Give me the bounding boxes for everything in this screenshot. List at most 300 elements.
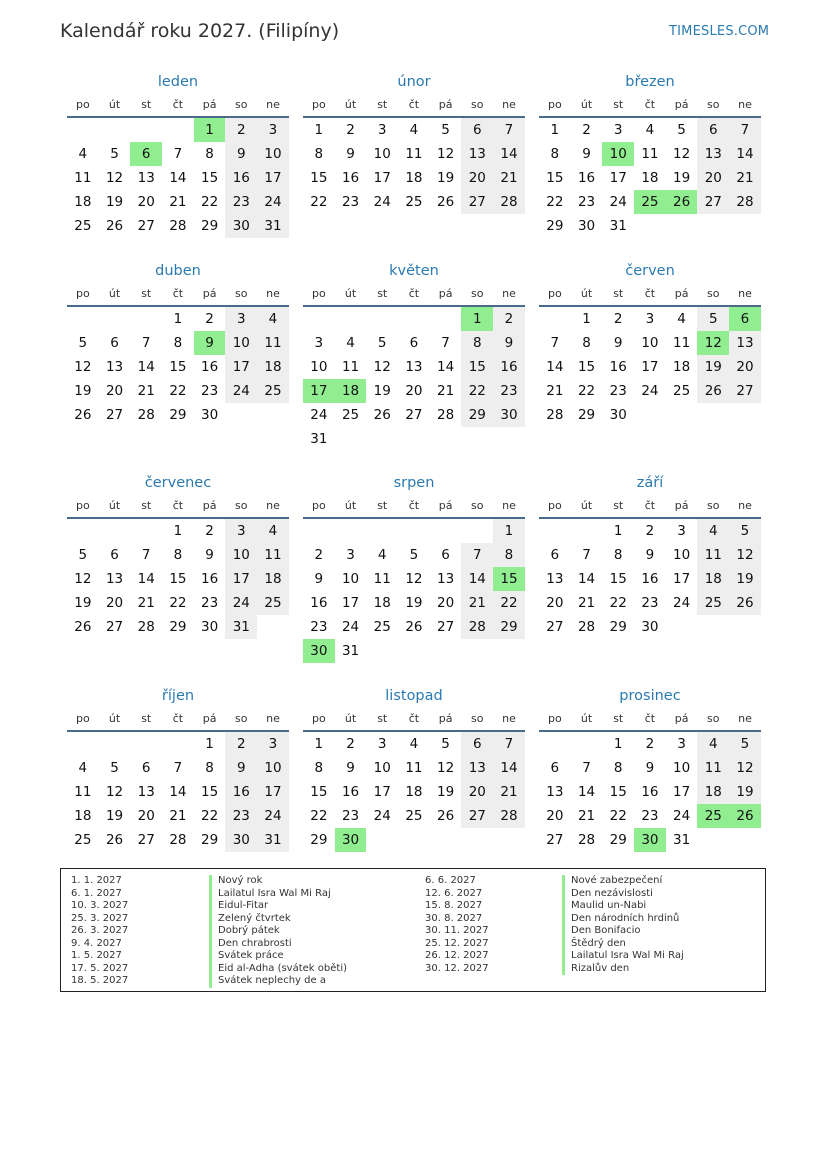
weekend-day: 19 (729, 567, 761, 591)
day-cell: 13 (137, 170, 155, 186)
month-prosinec (539, 686, 761, 852)
week-row (303, 166, 525, 190)
empty-cell (493, 828, 525, 852)
empty-cell (461, 519, 493, 543)
month-name: únor (397, 74, 431, 90)
day-cell: 21 (546, 383, 564, 399)
day-cell: 22 (310, 808, 328, 824)
day-cell: 3 (677, 523, 686, 539)
weekday-label: ne (738, 287, 752, 300)
day-cell: 3 (613, 122, 623, 138)
legend-holiday-name: Eidul-Fitar (209, 900, 347, 913)
holiday-day: 1 (194, 118, 226, 142)
day-cell: 15 (546, 170, 564, 186)
day-cell: 14 (137, 571, 155, 587)
day-cell: 22 (201, 194, 219, 210)
day-cell: 5 (441, 122, 450, 138)
day-cell: 16 (310, 595, 328, 611)
day-cell: 19 (373, 383, 391, 399)
weekend-day: 27 (729, 379, 761, 403)
holiday-day: 9 (194, 331, 226, 355)
day-cell: 21 (577, 595, 596, 611)
week-row (539, 780, 761, 804)
empty-cell (571, 519, 603, 543)
day-cell: 29 (169, 407, 187, 423)
day-cell: 12 (373, 359, 391, 375)
legend-holiday-name: Eid al-Adha (svátek oběti) (209, 963, 347, 976)
weekday-header (303, 287, 525, 307)
legend-date: 26. 3. 2027 (71, 925, 129, 936)
legend-date: 26. 12. 2027 (425, 950, 489, 961)
week-row (303, 732, 525, 756)
month-srpen (303, 473, 525, 663)
weekend-day: 25 (257, 591, 289, 615)
weekend-day: 7 (493, 732, 525, 756)
holiday-day: 26 (729, 804, 761, 828)
site-link[interactable]: TIMESLES.COM (669, 24, 770, 39)
day-cell: 8 (613, 547, 623, 563)
weekend-day: 6 (461, 732, 493, 756)
day-cell: 23 (341, 194, 360, 210)
weekend-day: 7 (461, 543, 493, 567)
day-cell: 17 (373, 170, 391, 186)
day-cell: 1 (173, 311, 183, 327)
day-cell: 17 (373, 784, 391, 800)
day-cell: 21 (137, 383, 155, 399)
empty-cell (461, 427, 493, 451)
day-cell: 24 (673, 595, 691, 611)
empty-cell (366, 307, 398, 331)
holiday-day: 25 (634, 190, 666, 214)
weekday-label: pá (438, 287, 453, 300)
day-cell: 31 (341, 643, 360, 659)
weekday-label: čt (172, 98, 184, 111)
weekend-day: 5 (729, 519, 761, 543)
day-cell: 9 (205, 547, 214, 563)
day-cell: 14 (577, 571, 596, 587)
weekend-day: 4 (697, 732, 729, 756)
empty-cell (666, 615, 698, 639)
weekday-label: ne (502, 499, 516, 512)
empty-cell (461, 639, 493, 663)
weekday-label: čt (644, 712, 656, 725)
day-cell: 2 (346, 736, 355, 752)
day-cell: 26 (105, 218, 124, 234)
weekday-label: ne (738, 98, 752, 111)
legend-holiday-name: Den chrabrosti (209, 938, 347, 951)
day-cell: 8 (173, 335, 183, 351)
day-cell: 19 (74, 595, 92, 611)
weekend-day: 17 (225, 567, 257, 591)
empty-cell (130, 307, 162, 331)
weekday-label: ne (266, 499, 280, 512)
legend-holiday-name: Dobrý pátek (209, 925, 347, 938)
day-cell: 11 (673, 335, 691, 351)
day-cell: 21 (169, 808, 187, 824)
weekday-label: út (580, 98, 593, 111)
empty-cell (697, 214, 729, 238)
day-cell: 24 (341, 619, 360, 635)
day-cell: 2 (314, 547, 324, 563)
legend-holiday-name: Zelený čtvrtek (209, 913, 347, 926)
day-cell: 1 (613, 736, 623, 752)
week-row (67, 756, 289, 780)
weekend-day: 20 (697, 166, 729, 190)
weekend-day: 21 (493, 780, 525, 804)
empty-cell (162, 732, 194, 756)
legend-holiday-name: Maulid un-Nabi (562, 900, 684, 913)
empty-cell (729, 403, 761, 427)
day-cell: 21 (169, 194, 187, 210)
empty-cell (571, 732, 603, 756)
day-cell: 19 (437, 784, 455, 800)
month-name: září (636, 475, 664, 491)
week-row (67, 591, 289, 615)
day-cell: 2 (645, 736, 655, 752)
weekend-day: 17 (257, 780, 289, 804)
weekday-label: pá (438, 98, 453, 111)
week-row (67, 403, 289, 427)
empty-cell (99, 732, 131, 756)
day-cell: 29 (201, 218, 219, 234)
weekday-label: so (235, 287, 248, 300)
weekday-label: st (141, 287, 152, 300)
weekend-day: 16 (225, 780, 257, 804)
empty-cell (225, 403, 257, 427)
empty-cell (130, 519, 162, 543)
weekday-header (303, 499, 525, 519)
day-cell: 26 (437, 194, 455, 210)
week-row (539, 355, 761, 379)
week-row (67, 543, 289, 567)
day-cell: 17 (673, 784, 691, 800)
empty-cell (430, 828, 462, 852)
weekday-label: st (377, 287, 388, 300)
legend-date: 15. 8. 2027 (425, 900, 483, 911)
day-cell: 11 (641, 146, 659, 162)
weekday-label: so (707, 98, 720, 111)
day-cell: 16 (341, 784, 360, 800)
day-cell: 10 (373, 760, 391, 776)
month-listopad (303, 686, 525, 852)
week-row (539, 615, 761, 639)
day-cell: 20 (405, 383, 423, 399)
day-cell: 14 (169, 170, 187, 186)
empty-cell (398, 828, 430, 852)
day-cell: 25 (373, 619, 391, 635)
day-cell: 28 (577, 619, 596, 635)
day-cell: 7 (173, 760, 183, 776)
weekend-day: 29 (493, 615, 525, 639)
weekday-label: so (235, 98, 248, 111)
day-cell: 1 (314, 736, 324, 752)
weekend-day: 22 (461, 379, 493, 403)
day-cell: 29 (201, 832, 219, 848)
day-cell: 9 (346, 760, 355, 776)
weekday-label: út (580, 712, 593, 725)
empty-cell (257, 403, 289, 427)
weekend-day: 25 (697, 591, 729, 615)
day-cell: 22 (609, 595, 627, 611)
day-cell: 29 (577, 407, 596, 423)
day-cell: 12 (437, 760, 455, 776)
legend-date: 17. 5. 2027 (71, 962, 129, 974)
day-cell: 24 (609, 194, 627, 210)
week-row (303, 639, 525, 663)
weekend-day: 31 (225, 615, 257, 639)
day-cell: 8 (205, 760, 214, 776)
weekend-day: 24 (225, 591, 257, 615)
day-cell: 22 (169, 383, 187, 399)
day-cell: 24 (641, 383, 659, 399)
day-cell: 10 (310, 359, 328, 375)
empty-cell (130, 732, 162, 756)
legend-holiday-name: Lailatul Isra Wal Mi Raj (562, 950, 684, 963)
day-cell: 25 (74, 218, 92, 234)
day-cell: 9 (645, 547, 655, 563)
month-name: leden (157, 74, 199, 90)
day-cell: 30 (201, 619, 219, 635)
weekday-label: so (707, 499, 720, 512)
weekday-label: st (613, 499, 624, 512)
day-cell: 7 (582, 547, 591, 563)
weekend-day: 19 (697, 355, 729, 379)
week-row (67, 519, 289, 543)
empty-cell (67, 118, 99, 142)
week-row (539, 190, 761, 214)
week-row (67, 331, 289, 355)
week-row (539, 804, 761, 828)
day-cell: 4 (78, 146, 88, 162)
day-cell: 4 (645, 122, 655, 138)
month-květen (303, 261, 525, 451)
weekday-label: po (547, 287, 562, 300)
day-cell: 19 (437, 170, 455, 186)
month-říjen (67, 686, 289, 852)
day-cell: 8 (582, 335, 591, 351)
month-name: červenec (144, 475, 212, 491)
day-cell: 12 (105, 784, 124, 800)
day-cell: 20 (546, 595, 564, 611)
day-cell: 28 (169, 832, 187, 848)
day-cell: 13 (137, 784, 155, 800)
weekday-label: čt (408, 98, 420, 111)
day-cell: 20 (546, 808, 564, 824)
day-cell: 15 (169, 571, 187, 587)
day-cell: 15 (310, 784, 328, 800)
empty-cell (430, 427, 462, 451)
empty-cell (99, 519, 131, 543)
week-row (303, 379, 525, 403)
day-cell: 16 (341, 170, 360, 186)
day-cell: 27 (437, 619, 455, 635)
weekday-label: pá (202, 287, 217, 300)
day-cell: 17 (609, 170, 627, 186)
day-cell: 19 (405, 595, 423, 611)
holiday-day: 18 (335, 379, 367, 403)
week-row (303, 307, 525, 331)
weekend-day: 2 (225, 118, 257, 142)
weekday-header (539, 499, 761, 519)
day-cell: 11 (74, 170, 92, 186)
day-cell: 8 (314, 760, 324, 776)
weekend-day: 13 (729, 331, 761, 355)
legend-date: 25. 12. 2027 (425, 937, 489, 949)
empty-cell (398, 519, 430, 543)
week-row (67, 355, 289, 379)
day-cell: 11 (405, 760, 423, 776)
week-row (539, 331, 761, 355)
day-cell: 11 (74, 784, 92, 800)
day-cell: 6 (110, 335, 119, 351)
day-cell: 12 (405, 571, 423, 587)
weekend-day: 10 (257, 142, 289, 166)
day-cell: 29 (310, 832, 328, 848)
weekend-day: 13 (697, 142, 729, 166)
day-cell: 19 (673, 170, 691, 186)
weekend-day: 9 (225, 142, 257, 166)
day-cell: 5 (78, 547, 88, 563)
day-cell: 7 (141, 547, 151, 563)
week-row (303, 591, 525, 615)
week-row (539, 166, 761, 190)
legend-holiday-name: Den nezávislosti (562, 888, 684, 901)
day-cell: 6 (409, 335, 419, 351)
week-row (303, 118, 525, 142)
weekend-day: 29 (461, 403, 493, 427)
day-cell: 23 (609, 383, 627, 399)
legend-date: 12. 6. 2027 (425, 887, 483, 899)
day-cell: 14 (437, 359, 455, 375)
empty-cell (430, 639, 462, 663)
weekday-label: so (471, 98, 484, 111)
weekday-label: út (580, 499, 593, 512)
holiday-day: 6 (130, 142, 162, 166)
weekday-label: út (108, 712, 121, 725)
day-cell: 20 (137, 808, 155, 824)
week-row (303, 190, 525, 214)
weekday-header (539, 287, 761, 307)
month-leden (67, 72, 289, 238)
day-cell: 15 (609, 784, 627, 800)
empty-cell (366, 427, 398, 451)
day-cell: 6 (550, 760, 560, 776)
weekday-label: pá (674, 98, 689, 111)
weekday-label: po (311, 499, 326, 512)
day-cell: 14 (577, 784, 596, 800)
month-červenec (67, 473, 289, 639)
weekday-label: po (75, 712, 90, 725)
weekday-label: po (547, 98, 562, 111)
weekend-day: 21 (493, 166, 525, 190)
weekend-day: 5 (697, 307, 729, 331)
day-cell: 7 (550, 335, 560, 351)
weekend-day: 14 (461, 567, 493, 591)
day-cell: 18 (74, 194, 92, 210)
weekend-day: 8 (493, 543, 525, 567)
month-červen (539, 261, 761, 427)
weekday-label: pá (202, 98, 217, 111)
day-cell: 5 (110, 760, 119, 776)
weekend-day: 28 (729, 190, 761, 214)
holiday-day: 1 (461, 307, 493, 331)
weekend-day: 10 (257, 756, 289, 780)
weekday-label: ne (266, 287, 280, 300)
weekend-day: 20 (461, 780, 493, 804)
weekend-day: 13 (461, 756, 493, 780)
weekday-label: po (311, 98, 326, 111)
empty-cell (697, 828, 729, 852)
holiday-day: 17 (303, 379, 335, 403)
weekday-label: ne (502, 712, 516, 725)
weekend-day: 25 (257, 379, 289, 403)
weekday-label: so (471, 287, 484, 300)
day-cell: 13 (546, 784, 564, 800)
day-cell: 2 (582, 122, 591, 138)
weekend-day: 11 (697, 543, 729, 567)
weekday-label: čt (408, 287, 420, 300)
day-cell: 3 (346, 547, 355, 563)
day-cell: 12 (74, 359, 92, 375)
month-name: prosinec (619, 688, 681, 704)
empty-cell (67, 519, 99, 543)
weekday-label: po (311, 287, 326, 300)
weekend-day: 7 (493, 118, 525, 142)
weekday-label: po (311, 712, 326, 725)
weekday-label: út (344, 287, 357, 300)
weekend-day: 30 (225, 214, 257, 238)
week-row (539, 591, 761, 615)
week-row (303, 780, 525, 804)
empty-cell (130, 118, 162, 142)
day-cell: 5 (377, 335, 387, 351)
weekend-day: 30 (225, 828, 257, 852)
weekend-day: 14 (493, 756, 525, 780)
weekday-label: so (707, 712, 720, 725)
weekday-label: st (141, 98, 152, 111)
empty-cell (539, 307, 571, 331)
day-cell: 4 (78, 760, 88, 776)
day-cell: 12 (673, 146, 691, 162)
day-cell: 6 (441, 547, 450, 563)
day-cell: 27 (405, 407, 423, 423)
weekend-day: 10 (225, 543, 257, 567)
weekday-label: pá (438, 499, 453, 512)
day-cell: 24 (373, 194, 391, 210)
month-březen (539, 72, 761, 238)
weekday-label: st (141, 499, 152, 512)
day-cell: 1 (173, 523, 183, 539)
empty-cell (303, 519, 335, 543)
week-row (539, 828, 761, 852)
day-cell: 8 (550, 146, 560, 162)
day-cell: 18 (673, 359, 691, 375)
day-cell: 16 (641, 571, 659, 587)
day-cell: 11 (373, 571, 391, 587)
empty-cell (666, 214, 698, 238)
weekend-day: 7 (729, 118, 761, 142)
legend-date: 30. 11. 2027 (425, 925, 489, 936)
day-cell: 20 (105, 383, 124, 399)
weekday-label: čt (644, 499, 656, 512)
day-cell: 4 (677, 311, 686, 327)
weekend-day: 14 (493, 142, 525, 166)
week-row (67, 828, 289, 852)
weekend-day: 9 (225, 756, 257, 780)
day-cell: 27 (546, 619, 564, 635)
day-cell: 22 (201, 808, 219, 824)
day-cell: 2 (205, 311, 214, 327)
